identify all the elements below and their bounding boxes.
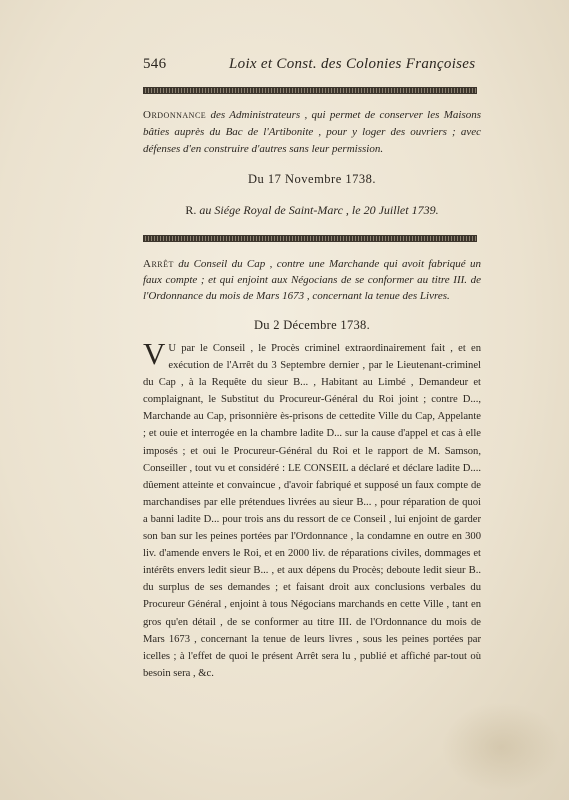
page-number: 546 — [143, 56, 167, 72]
ordonnance-date: Du 17 Novembre 1738. — [247, 172, 377, 186]
ornamental-rule — [143, 87, 477, 94]
arret-heading — [143, 256, 481, 304]
arret-lead: Arrêt — [143, 258, 174, 270]
paper-stain — [441, 702, 561, 792]
ornamental-rule — [143, 235, 477, 242]
registration-lead: R. — [185, 203, 197, 217]
registration-text: au Siége Royal de Saint-Marc , le 20 Juillet 1739. — [199, 203, 439, 217]
registration-line — [143, 203, 481, 218]
body-text: U par le Conseil , le Procès criminel extraordinairement fait , et en exécution de l'Arrêt du 3 Septembre dernier , par le Lieutenant-criminel du Cap , à la Requête du sieur B... , Habitant au Limbé , Demandeur et complaignant, le Substitut du Procureur-Général du Roi joint ; contre D..., Marchande au Cap, prisonnière ès-prisons de cettedite Ville du Cap, Appelante ; et ouie et interrogée en la chambre ladite D... sur la cause d'appel et cas à elle imposés ; et oui le Procureur-Général du Roi et le rapport de M. Samson, Conseiller , tout vu et considéré : LE CONSEIL a déclaré et déclare ladite D.... dûement atteinte et convaincue , d'avoir fabriqué et supposé un faux compte de marchandises par elle prétendues livrées au sieur B... , pour réparation de quoi a banni ladite D... pour trois ans du ressort de ce Conseil , lui enjoint de garder son ban sur les peines portées par l'Ordonnance , la condamne en outre en 300 liv. d'amende envers le Roi, et en 2000 liv. de réparations civiles, dommages et intérêts envers ledit sieur B... , et aux dépens du Procès; deboute ledit sieur B.. du surplus de ses demandes ; et faisant droit aux conclusions verbales du Procureur Général , enjoint à tous Négocians marchands en cette Ville , tant en gros qu'en détail , de se conformer au titre III. de l'Ordonnance du mois de Mars 1673 , concernant la tenue de leurs livres , sous les peines portées par icelles ; à l'effet de quoi le présent Arrêt sera lu , publié et affiché par-tout où besoin sera , &c. — [143, 343, 481, 679]
arret-date: Du 2 Décembre 1738. — [253, 318, 371, 332]
running-title: Loix et Const. des Colonies Françoises — [229, 56, 476, 72]
body-paragraph — [143, 336, 481, 682]
drop-cap: V — [143, 336, 166, 371]
ordonnance-lead: Ordonnance — [143, 109, 207, 121]
ordonnance-text: des Administrateurs , qui permet de conserver les Maisons bâties auprès du Bac de l'Artibonite , pour y loger des ouvriers ; avec défenses d'en construire d'autres sans leur permission. — [143, 109, 482, 155]
arret-text: du Conseil du Cap , contre une Marchande qui avoit fabriqué un faux compte ; et qui enjoint aux Négocians de se conformer au titre III. de l'Ordonnance du mois de Mars 1673 , concernant la tenue des Livres. — [143, 258, 482, 302]
ordonnance-heading — [143, 107, 481, 158]
